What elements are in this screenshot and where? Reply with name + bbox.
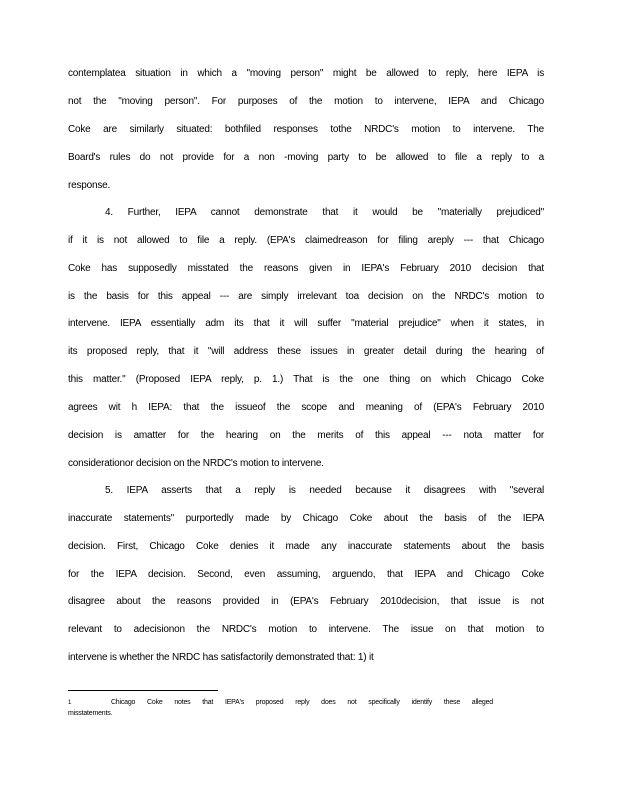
body-line: this matter." (Proposed IEPA reply, p. 1.) That is the one thing on which Chicago Coke <box>68 374 544 385</box>
footnote-line: misstatements. <box>68 710 113 717</box>
body-line: relevant to adecisionon the NRDC's motion to intervene. The issue on that motion to <box>68 624 544 635</box>
footnote-marker: 1 <box>68 700 72 706</box>
body-line: considerationor decision on the NRDC's motion to intervene. <box>68 458 324 469</box>
body-line: agrees wit h IEPA: that the issueof the scope and meaning of (EPA's February 2010 <box>68 402 544 413</box>
body-line: response. <box>68 180 111 191</box>
body-line: is the basis for this appeal --- are simply irrelevant toa decision on the NRDC's motion to <box>68 291 544 302</box>
body-line: its proposed reply, that it "will address these issues in greater detail during the hearing of <box>68 346 544 357</box>
body-line: Coke are similarly situated: bothfiled responses tothe NRDC's motion to intervene. The <box>68 124 544 135</box>
footnote-divider <box>68 690 218 691</box>
body-line: intervene is whether the NRDC has satisfactorily demonstrated that: 1) it <box>68 652 374 663</box>
body-line: disagree about the reasons provided in (EPA's February 2010decision, that issue is not <box>68 596 544 607</box>
body-line: Coke has supposedly misstated the reasons given in IEPA's February 2010 decision that <box>68 263 544 274</box>
body-line: contemplatea situation in which a "moving person" might be allowed to reply, here IEPA is <box>68 68 544 79</box>
paragraph-5-start: 5. IEPA asserts that a reply is needed because it disagrees with "several <box>105 485 544 496</box>
body-line: not the "moving person". For purposes of the motion to intervene, IEPA and Chicago <box>68 96 544 107</box>
body-line: if it is not allowed to file a reply. (EPA's claimedreason for filing areply --- that Chicago <box>68 235 544 246</box>
body-line: intervene. IEPA essentially adm its that it will suffer "material prejudice" when it states, in <box>68 318 544 329</box>
body-line: decision. First, Chicago Coke denies it made any inaccurate statements about the basis <box>68 541 544 552</box>
footnote-text: Chicago Coke notes that IEPA's proposed reply does not specifically identify these alleged <box>110 699 493 706</box>
footnote-line <box>68 698 493 708</box>
body-line: inaccurate statements" purportedly made by Chicago Coke about the basis of the IEPA <box>68 513 544 524</box>
paragraph-4-start: 4. Further, IEPA cannot demonstrate that it would be "materially prejudiced" <box>105 207 544 218</box>
body-line: for the IEPA decision. Second, even assuming, arguendo, that IEPA and Chicago Coke <box>68 569 544 580</box>
body-line: Board's rules do not provide for a non -moving party to be allowed to file a reply to a <box>68 152 544 163</box>
body-line: decision is amatter for the hearing on the merits of this appeal --- nota matter for <box>68 430 544 441</box>
